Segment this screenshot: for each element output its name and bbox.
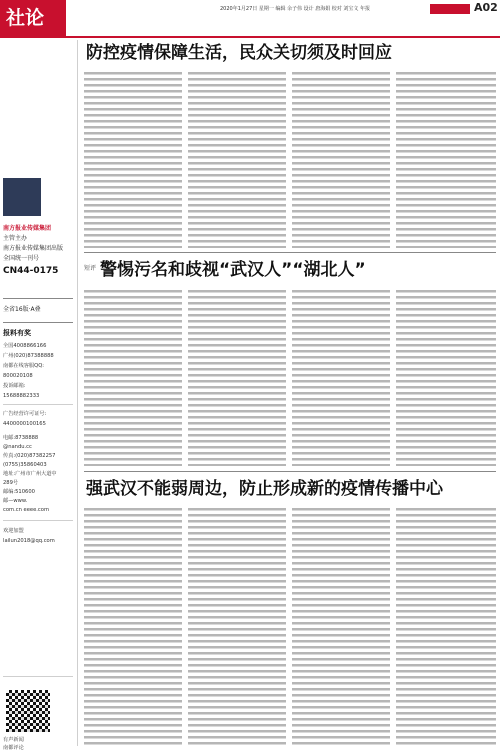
commentary-body-col-2 (188, 290, 286, 466)
commentary-body-col-1 (84, 290, 182, 466)
sidebar-paper-name: 南方报业传媒集团 (3, 225, 52, 232)
sidebar-forum-label: 欢迎加盟 (3, 528, 24, 534)
lead-divider (84, 252, 496, 253)
lead-headline: 防控疫情保障生活，民众关切须及时回应 (86, 43, 392, 63)
second-headline: 强武汉不能弱周边，防止形成新的疫情传播中心 (86, 479, 443, 499)
sidebar-divider-1 (3, 298, 73, 299)
sidebar-divider-2 (3, 322, 73, 323)
commentary-headline: 警惕污名和歧视“武汉人”“湖北人” (100, 260, 366, 280)
sidebar-ad-4: 地址:广州市广州大道中 (3, 471, 57, 477)
sidebar-ad-1: @nandu.cc (3, 444, 32, 450)
commentary-divider (84, 471, 496, 472)
sidebar-paper-sub: 主管主办 (3, 235, 28, 242)
qr-code-icon[interactable] (6, 690, 50, 732)
sidebar-photo (3, 178, 41, 216)
page-number: A02 (474, 1, 498, 14)
sidebar-contact-4: 15688882333 (3, 393, 40, 399)
sidebar-divider-3 (3, 404, 73, 405)
second-body-col-4 (396, 508, 496, 746)
masthead-tag (430, 4, 470, 14)
sidebar-divider-4 (3, 520, 73, 521)
sidebar-ad-2: 传真:(020)87382257 (3, 453, 56, 459)
sidebar-issn-label: 全国统一刊号 (3, 255, 40, 262)
sidebar-separator (77, 40, 78, 746)
second-body-col-3 (292, 508, 390, 746)
sidebar-hotline: 全国4008866166 (3, 343, 47, 349)
commentary-tag: 短评 (84, 265, 97, 272)
sidebar-qr-sub: 南都评论 (3, 745, 24, 751)
sidebar-ad-5: 289号 (3, 480, 19, 486)
sidebar-ad-label: 广告经营许可证号: (3, 411, 47, 417)
sidebar-divider-5 (3, 676, 73, 677)
sidebar-section-label: 报料有奖 (3, 329, 31, 337)
sidebar-paper-org: 南方报业传媒集团出版 (3, 245, 64, 252)
commentary-body-col-4 (396, 290, 496, 466)
sidebar-ad-6: 邮编:510600 (3, 489, 35, 495)
sidebar-ad-code: 4400000100165 (3, 421, 46, 427)
sidebar-forum-email: lailun2018@qq.com (3, 538, 55, 544)
sidebar-contact-1: 南都在线客服QQ: (3, 363, 45, 369)
sidebar-contact-2: 800020108 (3, 373, 33, 379)
masthead-meta: 2020年1月27日 星期一 编辑 余子伟 设计 唐海娟 校对 刘宝文 年报 (220, 6, 370, 12)
sidebar-contact-3: 投诉邮箱: (3, 383, 26, 389)
sidebar-issn: CN44-0175 (3, 266, 59, 276)
sidebar-today: 全省16版·A叠 (3, 306, 41, 313)
second-body-col-1 (84, 508, 182, 746)
lead-body-col-3 (292, 72, 390, 248)
sidebar-ad-7: 邮—www. (3, 498, 28, 504)
sidebar-ad-8: com.cn eeee.com (3, 507, 50, 513)
commentary-body-col-3 (292, 290, 390, 466)
sidebar-ad-3: (0755)35860403 (3, 462, 47, 468)
lead-body-col-4 (396, 72, 496, 248)
sidebar-qr-caption: 有声新闻 (3, 737, 24, 743)
sidebar-contact-0: 广州(020)87388888 (3, 353, 54, 359)
lead-body-col-2 (188, 72, 286, 248)
second-body-col-2 (188, 508, 286, 746)
section-title: 社论 (6, 7, 45, 29)
sidebar-ad-0: 电邮:8738888 (3, 435, 39, 441)
lead-body-col-1 (84, 72, 182, 248)
